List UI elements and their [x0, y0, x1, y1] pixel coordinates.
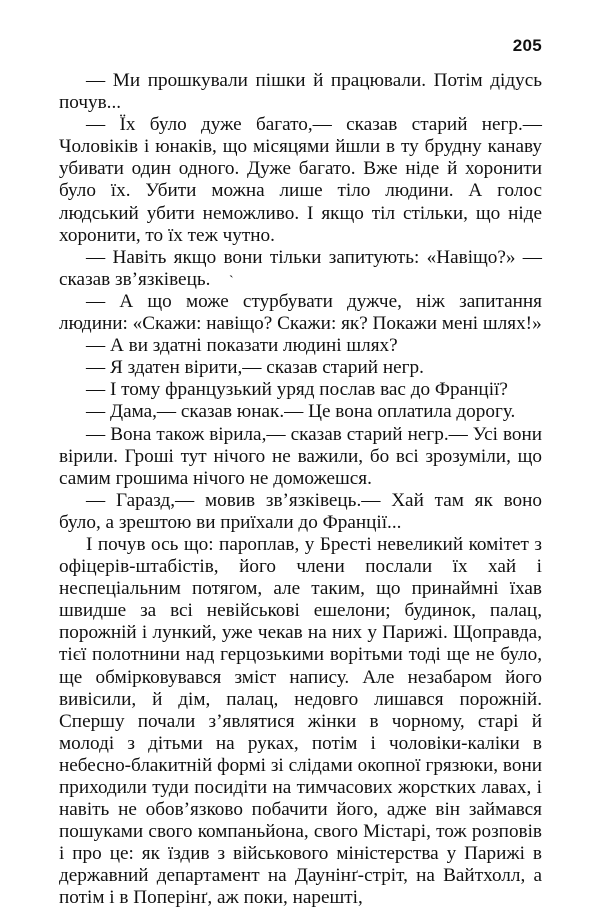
paragraph: — Їх було дуже багато,— сказав старий негр.— Чоловіків і юнаків, що місяцями йшли в ту брудну канаву убивати один одного. Дуже багато. Вже ніде й хоронити було їх. Убити можна лише тіло людини. А голос людський убити неможливо. І якщо тіл стільки, що ніде хоронити, то їх теж чутно. — [59, 114, 542, 246]
paragraph: — Гаразд,— мовив зв’язківець.— Хай там як воно було, а зрештою ви приїхали до Франції... — [59, 489, 542, 533]
paragraph: — А що може стурбувати дужче, ніж запитання людини: «Скажи: навіщо? Скажи: як? Покажи мені шлях!» — [59, 290, 542, 335]
paragraph: — Навіть якщо вони тільки запитують: «Навіщо?» — сказав зв’язківець. — [59, 246, 542, 290]
page-text — [59, 70, 542, 910]
print-speck-mark: ˋ — [229, 274, 234, 289]
page-number: 205 — [512, 36, 542, 55]
paragraph: — А ви здатні показати людині шлях? — [86, 335, 398, 357]
paragraph: — І тому французький уряд послав вас до Франції? — [86, 379, 508, 401]
paragraph: — Ми прошкували пішки й працювали. Потім дідусь почув... — [59, 70, 542, 114]
paragraph: — Вона також вірила,— сказав старий негр.— Усі вони вірили. Гроші тут нічого не важили, бо всі зрозуміли, що самим грошима нічого не доможешся. — [59, 423, 542, 489]
paragraph: — Дама,— сказав юнак.— Це вона оплатила дорогу. — [86, 401, 516, 423]
paragraph: — Я здатен вірити,— сказав старий негр. — [86, 357, 424, 379]
paragraph: І почув ось що: пароплав, у Бресті невеликий комітет з офіцерів-штабістів, його члени послали їх хай і неспеціальним потягом, але таким, що принаймні їхав швидше за всі невійськові ешелони; будинок, палац, порожній і лункий, уже чекав на них у Парижі. Щоправда, тієї полотнини над герцозькими ворітьми тоді ще не було, ще обмірковувався зміст напису. Але незабаром його вивісили, й дім, палац, недовго лишався порожній. Спершу почали з’являтися жінки в чорному, старі й молоді з дітьми на руках, потім і чоловіки-каліки в небесно-блакитній формі зі слідами окопної грязюки, вони приходили туди посидіти на тимчасових жорстких лавах, і навіть не обов’язково побачити його, адже він займався пошуками свого компаньйона, свого Містарі, тож розповів і про це: як їздив з військового міністерства у Парижі в державний департамент на Даунінґ-стріт, на Вайтхолл, а потім і в Поперінґ, аж поки, нарешті, — [59, 533, 542, 909]
